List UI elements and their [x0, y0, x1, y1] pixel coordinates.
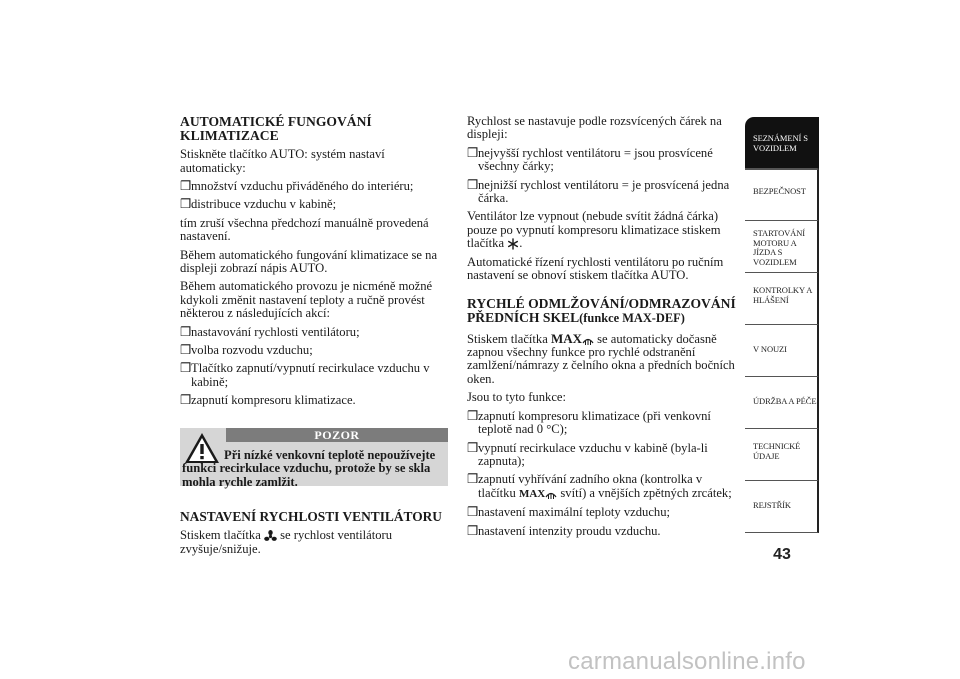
max-def-label: MAX	[550, 330, 582, 346]
list-item: ❒Tlačítko zapnutí/vypnutí recirkulace vzduchu v kabině;	[180, 361, 430, 389]
list-item: ❒nastavování rychlosti ventilátoru;	[180, 324, 360, 339]
tab-rejstrik[interactable]: REJSTŘÍK	[745, 481, 819, 533]
tab-startovani[interactable]: STARTOVÁNÍ MOTORU A JÍZDA S VOZIDLEM	[745, 221, 819, 273]
heading-fan-speed: NASTAVENÍ RYCHLOSTI VENTILÁTORU	[180, 508, 442, 524]
paragraph: Automatické řízení rychlosti ventilátoru po ručním nastavení se obnoví stiskem tlačítka AUTO.	[467, 254, 724, 283]
heading-auto-climate: AUTOMATICKÉ FUNGOVÁNÍ KLIMATIZACE	[180, 114, 372, 143]
list-item: ❒zapnutí vyhřívání zadního okna (kontrolka v tlačítku MAX svítí) a vnějších zpětných zrcátek;	[467, 472, 732, 500]
page-number: 43	[773, 546, 791, 563]
tab-kontrolky[interactable]: KONTROLKY A HLÁŠENÍ	[745, 273, 819, 325]
list-item: ❒nastavení intenzity proudu vzduchu.	[467, 523, 661, 538]
list-item: ❒zapnutí kompresoru klimatizace (při venkovní teplotě nad 0 °C);	[467, 408, 711, 437]
paragraph: Jsou to tyto funkce:	[467, 390, 566, 405]
tab-seznameni[interactable]: SEZNÁMENÍ S VOZIDLEM	[745, 117, 819, 169]
list-item: ❒vypnutí recirkulace vzduchu v kabině (byla-li zapnuta);	[467, 440, 708, 468]
watermark: carmanualsonline.info	[568, 648, 806, 675]
paragraph: Během automatického provozu je nicméně možné kdykoli změnit nastavení teploty a ručně provést některou z následujících akcí:	[180, 279, 433, 321]
list-item: ❒nastavení maximální teploty vzduchu;	[467, 505, 671, 520]
list-item: ❒nejvyšší rychlost ventilátoru = jsou prosvícené všechny čárky;	[467, 145, 713, 174]
paragraph: Rychlost se nastavuje podle rozsvícených čárek na displeji:	[467, 114, 722, 142]
heading-max-def: RYCHLÉ ODMLŽOVÁNÍ/ODMRAZOVÁNÍ PŘEDNÍCH SKEL(funkce MAX-DEF)	[467, 296, 736, 326]
paragraph: Stiskněte tlačítko AUTO: systém nastaví automaticky:	[180, 147, 385, 175]
ac-snowflake-icon	[507, 238, 519, 250]
tab-udrzba[interactable]: ÚDRŽBA A PÉČE	[745, 377, 819, 429]
list-item: ❒nejnižší rychlost ventilátoru = je prosvícená jedna čárka.	[467, 177, 730, 206]
paragraph: Ventilátor lze vypnout (nebude svítit žádná čárka) pouze po vypnutí kompresoru klimatizace stiskem tlačítka .	[467, 209, 721, 251]
list-item: ❒distribuce vzduchu v kabině;	[180, 197, 337, 212]
defrost-icon	[582, 334, 594, 346]
max-def-label: MAX	[518, 487, 546, 500]
list-item: ❒množství vzduchu přiváděného do interiéru;	[180, 179, 414, 193]
tab-v-nouzi[interactable]: V NOUZI	[745, 325, 819, 377]
tab-bezpecnost[interactable]: BEZPEČNOST	[745, 169, 819, 221]
tab-technicke[interactable]: TECHNICKÉ ÚDAJE	[745, 429, 819, 481]
warning-title: POZOR	[226, 428, 448, 442]
chapter-tabs	[745, 117, 819, 533]
defrost-icon	[545, 488, 557, 500]
warning-text: Při nízké venkovní teplotě nepoužívejte funkci recirkulace vzduchu, protože by se skla mohla rychle zamlžit.	[182, 447, 436, 489]
paragraph: Stiskem tlačítka se rychlost ventilátoru zvyšuje/snižuje.	[180, 528, 393, 556]
list-item: ❒zapnutí kompresoru klimatizace.	[180, 393, 356, 408]
right-column	[467, 115, 737, 543]
fan-icon	[264, 530, 277, 543]
paragraph: Během automatického fungování klimatizace se na displeji zobrazí nápis AUTO.	[180, 247, 438, 276]
list-item: ❒volba rozvodu vzduchu;	[180, 343, 313, 358]
warning-box	[180, 427, 448, 489]
paragraph: Stiskem tlačítka MAX se automaticky dočasně zapnou všechny funkce pro rychlé odstranění zamlžení/námrazy z čelního okna a předních bočních oken.	[467, 330, 735, 386]
left-column	[180, 115, 445, 561]
paragraph: tím zruší všechna předchozí manuálně provedená nastavení.	[180, 215, 429, 244]
